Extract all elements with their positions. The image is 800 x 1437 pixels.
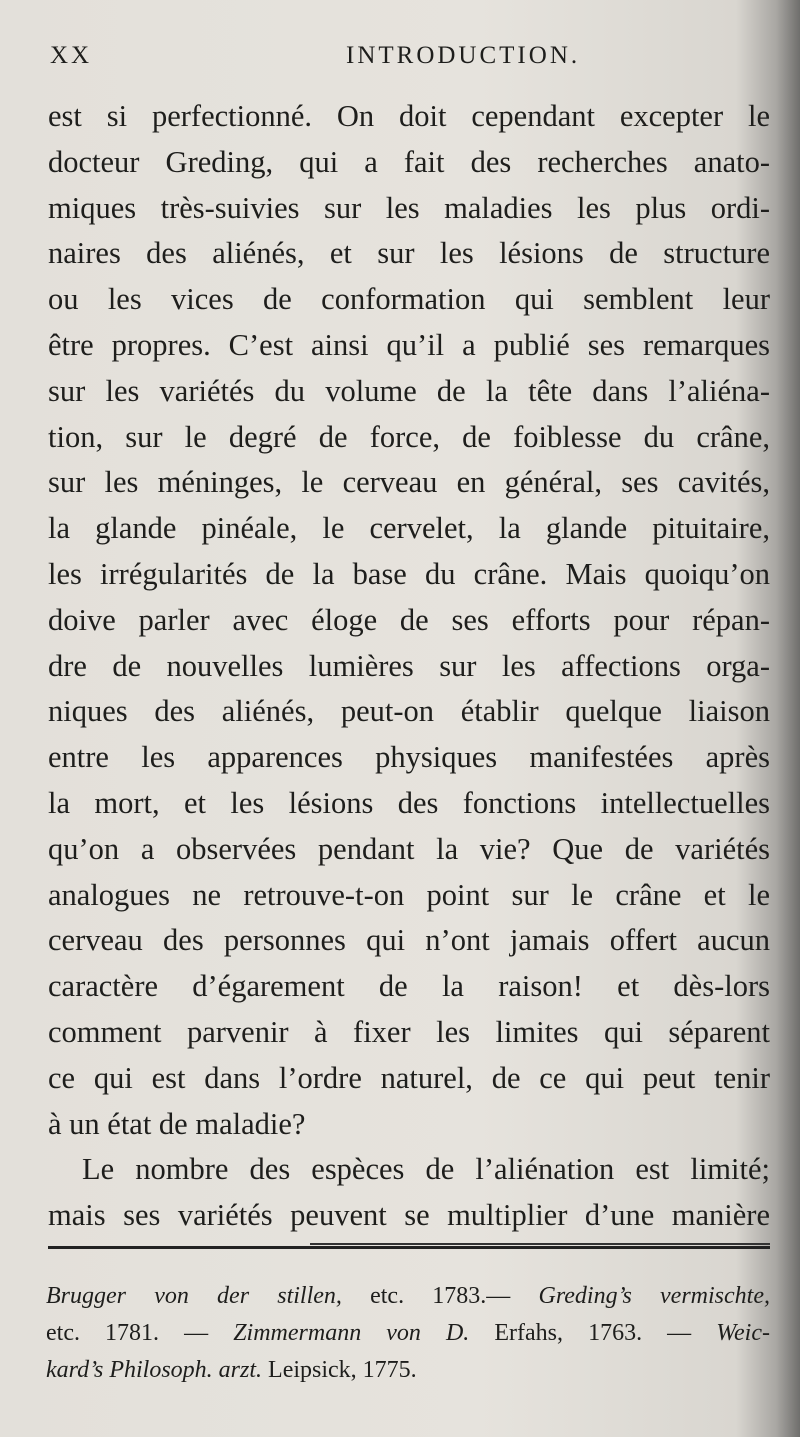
footnote-title: Brugger von der stillen,: [46, 1283, 342, 1309]
text-line: tion, sur le degré de force, de foiblesse du crâne,: [48, 419, 770, 454]
text-line: entre les apparences physiques manifestées après: [48, 740, 770, 775]
footnote-text: etc. 1783.—: [341, 1283, 539, 1309]
text-line: dre de nouvelles lumières sur les affections orga-: [48, 648, 770, 683]
footnote-rule-upper: [310, 1243, 770, 1245]
text-line: qu’on a observées pendant la vie? Que de variétés: [48, 831, 770, 866]
text-line: la glande pinéale, le cervelet, la glande pituitaire,: [48, 511, 770, 546]
text-line: niques des aliénés, peut-on établir quelque liaison: [48, 694, 770, 729]
text-line: caractère d’égarement de la raison! et dès-lors: [48, 969, 770, 1004]
text-line: naires des aliénés, et sur les lésions de structure: [48, 236, 770, 271]
footnote-text: Erfahs, 1763. —: [469, 1320, 717, 1346]
text-line: comment parvenir à fixer les limites qui séparent: [48, 1014, 770, 1049]
text-line: ce qui est dans l’ordre naturel, de ce qui peut tenir: [48, 1060, 770, 1095]
text-line: mais ses variétés peuvent se multiplier d’une manière: [48, 1198, 770, 1233]
paragraph-start-line: Le nombre des espèces de l’aliénation est limité;: [82, 1152, 770, 1187]
page-number: XX: [50, 42, 93, 69]
footnote-title: Zimmermann von D.: [233, 1320, 470, 1346]
text-line: doive parler avec éloge de ses efforts pour répan-: [48, 602, 770, 637]
footnotes: [46, 1278, 770, 1389]
paragraph-end-line: à un état de maladie?: [48, 1106, 306, 1141]
text-line: les irrégularités de la base du crâne. Mais quoiqu’on: [48, 556, 770, 591]
text-line: cerveau des personnes qui n’ont jamais offert aucun: [48, 923, 770, 958]
text-line: sur les méninges, le cerveau en général, ses cavités,: [48, 465, 770, 500]
footnote-rule: [48, 1246, 770, 1249]
footnote-title: Greding’s vermischte,: [538, 1283, 770, 1309]
text-line: docteur Greding, qui a fait des recherches anato-: [48, 144, 770, 179]
text-line: la mort, et les lésions des fonctions intellectuelles: [48, 785, 770, 820]
running-head: INTRODUCTION.: [346, 42, 581, 69]
text-line: analogues ne retrouve-t-on point sur le crâne et le: [48, 877, 770, 912]
text-line: sur les variétés du volume de la tête dans l’aliéna-: [48, 373, 770, 408]
footnote-title: Weic-: [716, 1320, 770, 1346]
footnote-line: [46, 1315, 770, 1352]
text-line: est si perfectionné. On doit cependant excepter le: [48, 99, 770, 133]
footnote-text: Leipsick, 1775.: [262, 1357, 417, 1383]
footnote-line: [46, 1352, 770, 1389]
text-line: être propres. C’est ainsi qu’il a publié ses remarques: [48, 327, 770, 362]
body-text: [48, 94, 770, 1239]
text-line: miques très-suivies sur les maladies les plus ordi-: [48, 190, 770, 225]
page-header: [48, 42, 768, 78]
footnote-text: etc. 1781. —: [46, 1320, 234, 1346]
footnote-line: [46, 1278, 770, 1315]
footnote-title: kard’s Philosoph. arzt.: [46, 1357, 263, 1383]
text-line: ou les vices de conformation qui semblent leur: [48, 282, 770, 317]
